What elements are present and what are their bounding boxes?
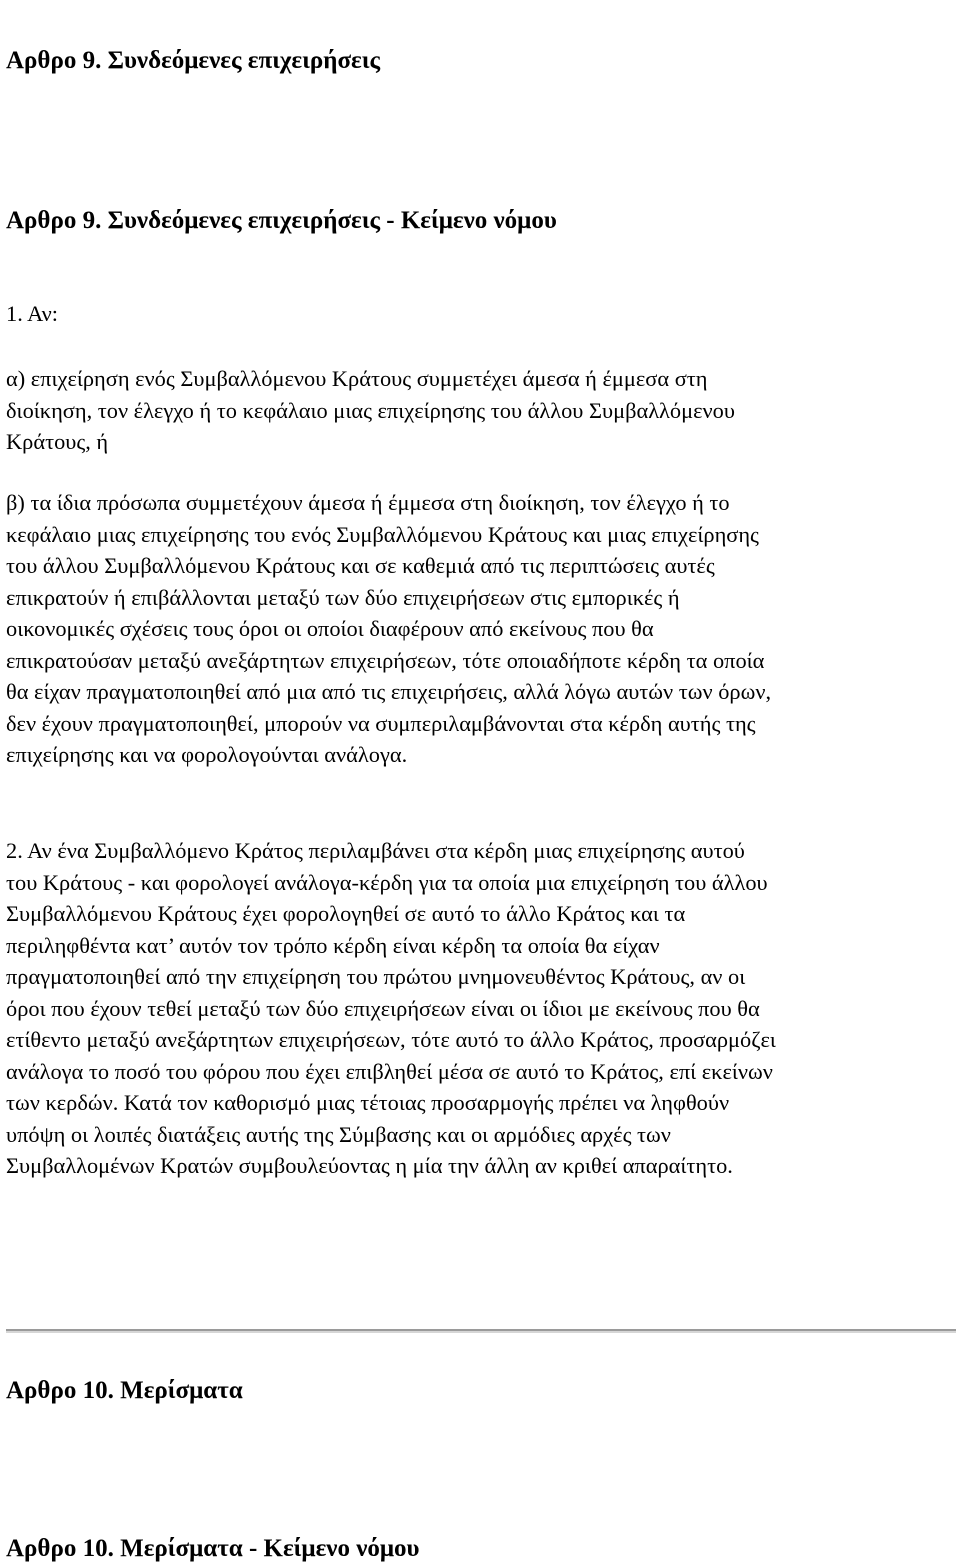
text-line: οικονομικές σχέσεις τους όροι οι οποίοι διαφέρουν από εκείνους που θα	[6, 616, 654, 641]
text-line: 2. Αν ένα Συμβαλλόμενο Κράτος περιλαμβάνει στα κέρδη μιας επιχείρησης αυτού	[6, 838, 745, 863]
text-line: Κράτους, ή	[6, 429, 109, 454]
text-line: Συμβαλλόμενου Κράτους έχει φορολογηθεί σε αυτό το άλλο Κράτος και τα	[6, 901, 686, 926]
text-line: του Κράτους - και φορολογεί ανάλογα-κέρδη για τα οποία μια επιχείρηση του άλλου	[6, 869, 768, 895]
text-line: επιχείρησης και να φορολογούνται ανάλογα.	[6, 742, 408, 767]
paragraph-1-b	[6, 487, 771, 771]
article-10-subtitle: Αρθρο 10. Μερίσματα - Κείμενο νόμου	[6, 1535, 420, 1562]
text-line: β) τα ίδια πρόσωπα συμμετέχουν άμεσα ή έμμεσα στη διοίκηση, τον έλεγχο ή το	[6, 490, 730, 515]
article-10-title: Αρθρο 10. Μερίσματα	[6, 1377, 243, 1404]
text-line: α) επιχείρηση ενός Συμβαλλόμενου Κράτους συμμετέχει άμεσα ή έμμεσα στη	[6, 366, 708, 391]
text-line: περιληφθέντα κατ’ αυτόν τον τρόπο κέρδη είναι κέρδη τα οποία θα είχαν	[6, 932, 660, 958]
section-divider	[6, 1329, 956, 1333]
article-9-subtitle: Αρθρο 9. Συνδεόμενες επιχειρήσεις - Κείμενο νόμου	[6, 207, 557, 234]
text-line: Συμβαλλομένων Κρατών συμβουλεύοντας η μία την άλλη αν κριθεί απαραίτητο.	[6, 1153, 733, 1178]
paragraph-1-intro: 1. Αν:	[6, 301, 59, 326]
text-line: υπόψη οι λοιπές διατάξεις αυτής της Σύμβασης και οι αρμόδιες αρχές των	[6, 1121, 671, 1147]
text-line: επικρατούσαν μεταξύ ανεξάρτητων επιχειρήσεων, τότε οποιαδήποτε κέρδη τα οποία	[6, 647, 765, 673]
text-line: πραγματοποιηθεί από την επιχείρηση του πρώτου μνημονευθέντος Κράτους, αν οι	[6, 964, 746, 989]
paragraph-2	[6, 835, 776, 1182]
text-line: του άλλου Συμβαλλόμενου Κράτους και σε καθεμιά από τις περιπτώσεις αυτές	[6, 553, 715, 578]
text-line: ετίθεντο μεταξύ ανεξάρτητων επιχειρήσεων, τότε αυτό το άλλο Κράτος, προσαρμόζει	[6, 1027, 776, 1052]
text-line: των κερδών. Κατά τον καθορισμό μιας τέτοιας προσαρμογής πρέπει να ληφθούν	[6, 1090, 730, 1115]
text-line: θα είχαν πραγματοποιηθεί από μια από τις επιχειρήσεις, αλλά λόγω αυτών των όρων,	[6, 679, 772, 704]
text-line: επικρατούν ή επιβάλλονται μεταξύ των δύο επιχειρήσεων στις εμπορικές ή	[6, 584, 680, 610]
article-9-title: Αρθρο 9. Συνδεόμενες επιχειρήσεις	[6, 47, 381, 74]
text-line: διοίκηση, τον έλεγχο ή το κεφάλαιο μιας επιχείρησης του άλλου Συμβαλλόμενου	[6, 397, 735, 423]
paragraph-1-a	[6, 363, 735, 458]
text-line: ανάλογα το ποσό του φόρου που έχει επιβληθεί μέσα σε αυτό το Κράτος, επί εκείνων	[6, 1058, 773, 1084]
text-line: δεν έχουν πραγματοποιηθεί, μπορούν να συμπεριλαμβάνονται στα κέρδη αυτής της	[6, 710, 756, 736]
text-line: όροι που έχουν τεθεί μεταξύ των δύο επιχειρήσεων είναι οι ίδιοι με εκείνους που θα	[6, 995, 760, 1021]
text-line: κεφάλαιο μιας επιχείρησης του ενός Συμβαλλόμενου Κράτους και μιας επιχείρησης	[6, 521, 759, 547]
